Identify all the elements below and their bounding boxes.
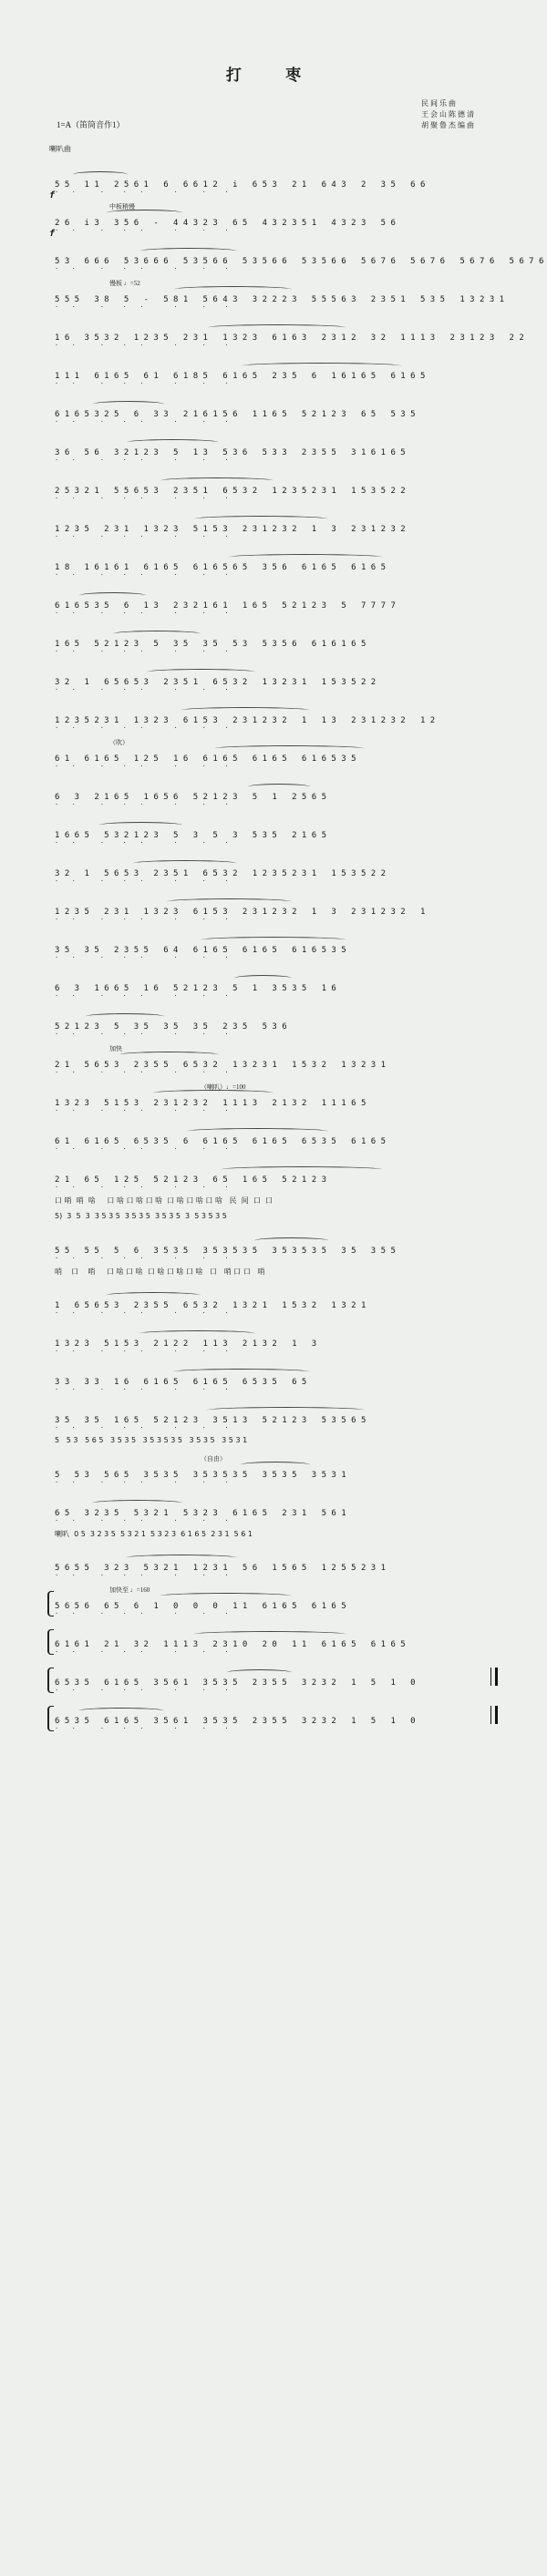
notation-line — [55, 736, 498, 775]
lyric-words: 哨 口 哨 口 啥 口 啥 口 啥 口 啥 口 啥 口 哨 口 口 哨 — [55, 1267, 265, 1276]
instrument-label: 喇叭曲 — [49, 145, 71, 153]
octave-dots: · · · · · · · · — [55, 801, 231, 808]
note-row: 5 5 5 5 5 6 3 5 3 5 3 5 3 5 3 5 3 5 3 5 3 5 3 5 3 5 5 — [55, 1247, 396, 1256]
system-brace — [47, 1668, 54, 1693]
credit-line: 王 会 山 陈 德 清 — [421, 110, 474, 118]
section-mark: 慢板 ♩=52 — [109, 280, 140, 287]
note-row: 6 1 6 5 3 5 6 1 3 2 3 2 1 6 1 1 6 5 5 2 1 2 3 5 7 7 7 7 — [55, 601, 396, 611]
note-row: 6 3 1 6 6 5 1 6 5 2 1 2 3 5 1 3 5 3 5 1 6 — [55, 984, 336, 993]
notation-line — [55, 1491, 498, 1529]
note-row: 5 2 1 2 3 5 3 5 3 5 3 5 2 3 5 5 3 6 — [55, 1022, 287, 1031]
note-row: 6 3 2 1 6 5 1 6 5 6 5 2 1 2 3 5 1 2 5 6 5 — [55, 793, 327, 802]
notation-line — [55, 277, 505, 315]
octave-dots: · · · · · · · · — [55, 189, 231, 196]
section-mark: （自由） — [201, 1455, 226, 1462]
notation-line — [55, 583, 498, 621]
notation-line — [55, 1660, 498, 1699]
slur-mark — [228, 554, 383, 560]
note-row: 2 6 i 3 3 5 6 - 4 4 3 2 3 6 5 4 3 2 3 5 1 4 3 2 3 5 6 — [55, 219, 396, 228]
octave-dots: · · · · · · · · — [55, 610, 231, 617]
note-row: 5 6 5 5 3 2 3 5 3 2 1 1 2 3 1 5 6 1 5 6 5 1 2 5 5 2 3 1 — [55, 1564, 387, 1573]
octave-dots: · · · · · · · · — [55, 1184, 231, 1191]
octave-dots: · · · · · · · · — [55, 1725, 231, 1732]
lyric-row: 5 5 3 5 6 5 3 5 3 5 3 5 3 5 3 5 3 5 3 5 3 5 3 1 — [55, 1436, 248, 1444]
notation-line — [55, 392, 498, 430]
octave-dots: · · · · · · · · — [55, 1309, 231, 1317]
slur-mark — [160, 477, 274, 484]
slur-mark — [73, 171, 128, 178]
credit-line: 胡 聚 鲁 杰 编 曲 — [421, 121, 474, 129]
notation-line — [55, 621, 498, 660]
system-brace — [47, 1629, 54, 1655]
note-row: 1 3 2 3 5 1 5 3 2 1 2 2 1 1 3 2 1 3 2 1 3 — [55, 1339, 317, 1349]
octave-dots: · · · · · · · · — [55, 1069, 231, 1076]
octave-dots: · · · · · · · · — [55, 916, 231, 923]
notation-line — [55, 1119, 498, 1157]
slur-mark — [78, 1708, 164, 1714]
notation-line — [55, 775, 498, 813]
octave-dots: · · · · · · · · — [55, 457, 231, 464]
note-row: 1 2 3 5 2 3 1 1 3 2 3 5 1 5 3 2 3 1 2 3 2 1 3 2 3 1 2 3 2 — [55, 525, 406, 534]
note-row: 6 5 3 5 6 1 6 5 3 5 6 1 3 5 3 5 2 3 5 5 3 2 3 2 1 5 1 0 — [55, 1717, 416, 1726]
octave-dots: · · · · · · · · — [55, 1386, 231, 1393]
note-row: 1 6 3 5 3 2 1 2 3 5 2 3 1 1 3 2 3 6 1 6 3 2 3 1 2 3 2 1 1 1 3 2 3 1 2 3 2 2 — [55, 334, 524, 343]
notation-line — [55, 889, 498, 928]
notation-line — [49, 200, 498, 239]
section-mark: 中板稍慢 — [109, 203, 135, 210]
note-row: 1 2 3 5 2 3 1 1 3 2 3 6 1 5 3 2 3 1 2 3 2 1 3 2 3 1 2 3 2 1 — [55, 908, 426, 917]
slur-mark — [147, 669, 255, 675]
notation-line — [55, 468, 498, 507]
octave-dots: · · · · · · · · — [55, 380, 231, 387]
notation-line — [55, 813, 498, 851]
note-row: 1 6 5 6 5 3 2 3 5 5 6 5 3 2 1 3 2 1 1 5 3 2 1 3 2 1 — [55, 1301, 366, 1310]
notation-line — [55, 1283, 498, 1321]
octave-dots: · · · · · · · · — [55, 724, 231, 732]
notation-line — [55, 1081, 498, 1119]
note-row: 2 1 5 6 5 3 2 3 5 5 6 5 3 2 1 3 2 3 1 1 5 3 2 1 3 2 3 1 — [55, 1061, 387, 1070]
slur-mark — [119, 1052, 219, 1058]
section-mark: （吹） — [109, 739, 129, 746]
notation-line — [55, 1321, 498, 1360]
octave-dots: · · · · · · · · — [55, 1107, 231, 1114]
octave-dots: · · · · · · · · — [55, 877, 231, 885]
slur-mark — [207, 1407, 365, 1413]
octave-dots: · · · · · · · · — [55, 1031, 231, 1038]
section-mark: 加快至 ♩=160 — [109, 1586, 150, 1594]
slur-mark — [174, 286, 292, 292]
notation-line — [55, 1228, 498, 1267]
octave-dots: · · · · · · · · — [55, 342, 231, 349]
octave-dots: · · · · · · · · — [55, 648, 231, 655]
slur-mark — [241, 1462, 310, 1468]
note-row: 1 6 6 5 5 3 2 1 2 3 5 3 5 3 5 3 5 2 1 6 5 — [55, 831, 327, 840]
note-row: 3 3 3 3 1 6 6 1 6 5 6 1 6 5 6 5 3 5 6 5 — [55, 1378, 307, 1387]
dynamic-mark: f — [49, 190, 56, 200]
slur-mark — [201, 937, 346, 943]
notation-line — [55, 928, 498, 966]
octave-dots: · · · · · · · · — [55, 303, 231, 311]
slur-mark — [127, 439, 219, 446]
notation-line — [55, 660, 498, 698]
notation-line — [55, 851, 498, 889]
notation-line — [55, 1360, 498, 1398]
score-title: 打 枣 — [225, 67, 322, 84]
notation-line — [55, 966, 498, 1004]
octave-dots: · · · · · · · · — [55, 1648, 231, 1656]
slur-mark — [86, 1013, 164, 1020]
note-row: 5 3 6 6 6 5 3 6 6 6 5 3 5 6 6 5 3 5 6 6 5 3 5 6 6 5 6 7 6 5 6 7 6 5 6 7 6 5 6 7 6 — [55, 257, 544, 266]
notation-line — [55, 698, 498, 736]
slur-mark — [139, 1330, 255, 1337]
octave-dots: · · · · · · · · — [55, 1255, 231, 1262]
octave-dots: · · · · · · · · — [55, 763, 231, 770]
note-row: 1 1 1 6 1 6 5 6 1 6 1 8 5 6 1 6 5 2 3 5 6 1 6 1 6 5 6 1 6 5 — [55, 372, 426, 381]
note-row: 3 2 1 6 5 6 5 3 2 3 5 1 6 5 3 2 1 3 2 3 1 1 5 3 5 2 2 — [55, 678, 377, 687]
notation-line — [55, 1622, 498, 1660]
note-row: 1 6 5 5 2 1 2 3 5 3 5 3 5 5 3 5 3 5 6 6 1 6 1 6 5 — [55, 640, 366, 649]
octave-dots: · · · · · · · · — [55, 686, 231, 693]
note-row: 5 6 5 6 6 5 6 1 0 0 0 1 1 6 1 6 5 6 1 6 5 — [55, 1602, 346, 1611]
octave-dots: · · · · · · · · — [55, 495, 231, 502]
slur-mark — [106, 1292, 201, 1298]
notation-line — [55, 1452, 498, 1491]
lyric-words: 口 哨 哨 啥 口 啥 口 啥 口 啥 口 啥 口 啥 口 啥 民 间 口 口 — [55, 1196, 273, 1205]
octave-dots: · · · · · · · · — [55, 571, 231, 579]
credits — [421, 98, 474, 131]
slur-mark — [248, 784, 310, 790]
notation-line — [55, 545, 498, 583]
key-signature: 1=A（笛筒音作1） — [57, 120, 125, 129]
slur-mark — [221, 1166, 383, 1173]
octave-dots: · · · · · · · · — [55, 954, 231, 961]
notation-line — [55, 1584, 498, 1622]
lyric-row: 喇叭 0 5 3 2 3 5 5 3 2 1 5 3 2 3 6 1 6 5 2 3 1 5 6 1 — [55, 1530, 253, 1538]
section-mark: 加快 — [109, 1045, 122, 1052]
slur-mark — [107, 210, 182, 216]
notation-line — [55, 315, 524, 354]
notation-line — [55, 354, 498, 392]
notation-line — [55, 239, 544, 277]
notation-line — [55, 1545, 498, 1584]
slur-mark — [79, 592, 146, 599]
octave-dots: · · · · · · · · — [55, 1687, 231, 1694]
note-row: 5 5 3 5 6 5 3 5 3 5 3 5 3 5 3 5 3 5 3 5 3 5 3 1 — [55, 1471, 346, 1480]
slur-mark — [160, 1593, 292, 1599]
slur-mark — [153, 1090, 274, 1096]
octave-dots: · · · · · · · · — [55, 418, 231, 426]
final-barline — [490, 1706, 498, 1724]
notation-line — [55, 1398, 498, 1436]
slur-mark — [92, 1500, 182, 1506]
octave-dots: · · · · · · · · — [55, 1479, 231, 1486]
slur-mark — [242, 363, 401, 369]
slur-mark — [140, 248, 237, 254]
slur-mark — [214, 745, 365, 752]
slur-mark — [167, 898, 292, 905]
note-row: 1 2 3 5 2 3 1 1 3 2 3 6 1 5 3 2 3 1 2 3 2 1 1 3 2 3 1 2 3 2 1 2 — [55, 716, 436, 725]
notation-line — [49, 162, 498, 200]
slur-mark — [227, 1669, 292, 1676]
notation-line — [55, 1157, 498, 1196]
notation-line — [55, 1699, 498, 1737]
note-row: 2 1 6 5 1 2 5 5 2 1 2 3 6 5 1 6 5 5 2 1 2 3 — [55, 1175, 327, 1185]
octave-dots: · · · · · · · · — [55, 1424, 231, 1432]
octave-dots: · · · · · · · · — [55, 1348, 231, 1355]
note-row: 3 5 3 5 1 6 5 5 2 1 2 3 3 5 1 3 5 2 1 2 3 5 3 5 6 5 — [55, 1416, 366, 1425]
notation-line — [55, 507, 498, 545]
notation-line — [55, 1042, 498, 1081]
note-row: 6 1 6 1 2 1 3 2 1 1 1 3 2 3 1 0 2 0 1 1 6 1 6 5 6 1 6 5 — [55, 1640, 406, 1649]
slur-mark — [208, 324, 346, 331]
octave-dots: · · · · · · · · — [55, 992, 231, 1000]
note-row: 5 5 1 1 2 5 6 1 6 6 6 1 2 i 6 5 3 2 1 6 4 3 2 3 5 6 6 — [55, 180, 426, 190]
score-body — [49, 162, 544, 1737]
notation-line — [55, 1004, 498, 1042]
note-row: 5 5 5 3 8 5 - 5 8 1 5 6 4 3 3 2 2 2 3 5 5 5 6 3 2 3 5 1 5 3 5 1 3 2 3 1 — [55, 295, 505, 304]
slur-mark — [193, 1631, 346, 1637]
octave-dots: · · · · · · · · — [55, 1145, 231, 1153]
octave-dots: · · · · · · · · — [55, 1610, 231, 1617]
slur-mark — [254, 1237, 328, 1244]
section-mark: （喇叭）♩=100 — [201, 1083, 246, 1091]
slur-mark — [234, 975, 292, 981]
dynamic-mark: f — [49, 229, 56, 239]
note-row: 3 6 5 6 3 2 1 2 3 5 1 3 5 3 6 5 3 3 2 3 5 5 3 1 6 1 6 5 — [55, 448, 406, 457]
note-row: 2 5 3 2 1 5 5 6 5 3 2 3 5 1 6 5 3 2 1 2 3 5 2 3 1 1 5 3 5 2 2 — [55, 487, 406, 496]
slur-mark — [181, 707, 310, 713]
octave-dots: · · · · · · · · — [55, 533, 231, 540]
octave-dots: · · · · · · · · — [55, 1572, 231, 1579]
note-row: 1 8 1 6 1 6 1 6 1 6 5 6 1 6 5 6 5 3 5 6 6 1 6 5 6 1 6 5 — [55, 563, 387, 572]
slur-mark — [194, 516, 328, 522]
note-row: 6 5 3 2 3 5 5 3 2 1 5 3 2 3 6 1 6 5 2 3 1 5 6 1 — [55, 1509, 346, 1518]
slur-mark — [133, 860, 237, 867]
system-brace — [47, 1706, 54, 1731]
note-row: 3 5 3 5 2 3 5 5 6 4 6 1 6 5 6 1 6 5 6 1 6 5 3 5 — [55, 946, 346, 955]
credit-line: 民 间 乐 曲 — [421, 99, 456, 108]
system-brace — [47, 1591, 54, 1616]
slur-mark — [99, 822, 182, 828]
note-row: 6 5 3 5 6 1 6 5 3 5 6 1 3 5 3 5 2 3 5 5 3 2 3 2 1 5 1 0 — [55, 1678, 416, 1688]
final-barline — [490, 1668, 498, 1686]
slur-mark — [126, 1555, 237, 1561]
slur-mark — [93, 401, 164, 407]
slur-mark — [173, 1369, 310, 1375]
octave-dots: · · · · · · · · — [55, 265, 231, 272]
octave-dots: · · · · · · · · — [55, 227, 231, 234]
notation-line — [55, 430, 498, 468]
note-row: 6 1 6 5 3 2 5 6 3 3 2 1 6 1 5 6 1 1 6 5 5 2 1 2 3 6 5 5 3 5 — [55, 410, 416, 419]
slur-mark — [113, 631, 201, 637]
note-row: 6 1 6 1 6 5 1 2 5 1 6 6 1 6 5 6 1 6 5 6 1 6 5 3 5 — [55, 754, 356, 764]
lyric-row: 5) 3 5 3 3 5 3 5 3 5 3 5 3 5 3 5 3 5 3 5 3 5 — [55, 1212, 227, 1220]
slur-mark — [187, 1128, 328, 1134]
octave-dots: · · · · · · · · — [55, 839, 231, 847]
note-row: 1 3 2 3 5 1 5 3 2 3 1 2 3 2 1 1 1 3 2 1 3 2 1 1 1 6 5 — [55, 1099, 366, 1108]
note-row: 3 2 1 5 6 5 3 2 3 5 1 6 5 3 2 1 2 3 5 2 3 1 1 5 3 5 2 2 — [55, 869, 387, 878]
note-row: 6 1 6 1 6 5 6 5 3 5 6 6 1 6 5 6 1 6 5 6 5 3 5 6 1 6 5 — [55, 1137, 387, 1146]
octave-dots: · · · · · · · · — [55, 1517, 231, 1524]
